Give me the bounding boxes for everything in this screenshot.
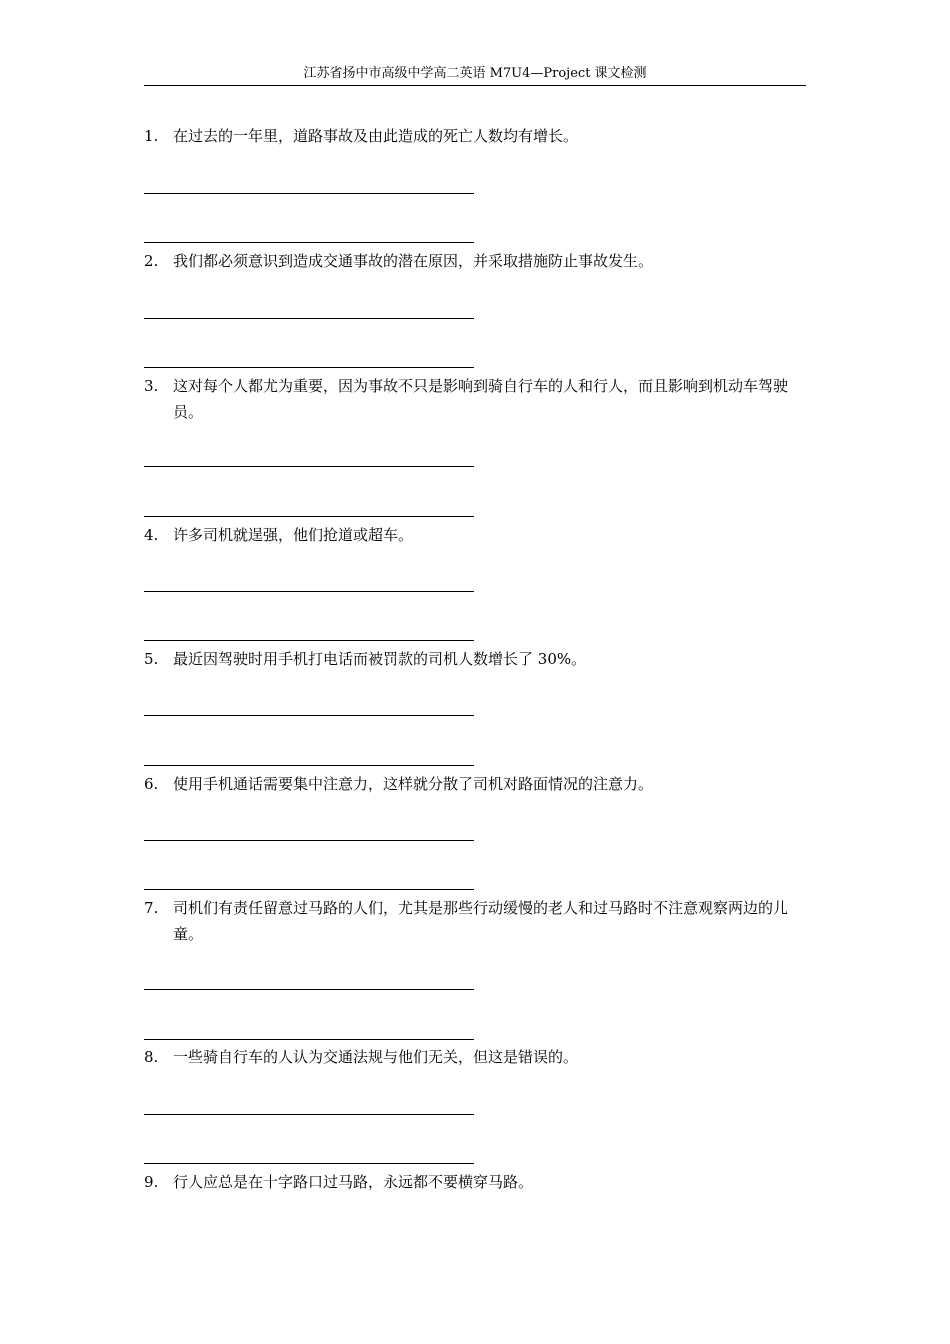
question-4 [144, 522, 806, 548]
question-number: 6. [144, 775, 159, 793]
question-number: 8. [144, 1048, 159, 1066]
answer-line[interactable] [144, 715, 474, 716]
question-text: 许多司机就逞强，他们抢道或超车。 [173, 526, 414, 544]
answer-line[interactable] [144, 318, 474, 319]
question-7 [144, 895, 806, 947]
answer-line[interactable] [144, 640, 474, 641]
question-2 [144, 248, 806, 274]
page-header: 江苏省扬中市高级中学高二英语 M7U4—Project 课文检测 [303, 66, 647, 81]
answer-line[interactable] [144, 367, 474, 368]
header-divider [144, 85, 806, 86]
question-text: 行人应总是在十字路口过马路，永远都不要横穿马路。 [173, 1173, 534, 1191]
answer-line[interactable] [144, 889, 474, 890]
question-5 [144, 646, 806, 672]
question-number: 3. [144, 377, 159, 395]
answer-line[interactable] [144, 765, 474, 766]
answer-line[interactable] [144, 840, 474, 841]
question-number: 4. [144, 526, 159, 544]
question-number: 1. [144, 127, 159, 145]
answer-line[interactable] [144, 989, 474, 990]
question-text: 这对每个人都尤为重要，因为事故不只是影响到骑自行车的人和行人，而且影响到机动车驾驶员。 [173, 377, 789, 421]
question-text: 司机们有责任留意过马路的人们，尤其是那些行动缓慢的老人和过马路时不注意观察两边的儿童。 [173, 899, 789, 943]
question-number: 2. [144, 252, 159, 270]
question-1 [144, 123, 806, 149]
answer-line[interactable] [144, 242, 474, 243]
question-text: 一些骑自行车的人认为交通法规与他们无关，但这是错误的。 [173, 1048, 579, 1066]
answer-line[interactable] [144, 1163, 474, 1164]
question-6 [144, 771, 806, 797]
question-text: 我们都必须意识到造成交通事故的潜在原因，并采取措施防止事故发生。 [173, 252, 654, 270]
question-number: 9. [144, 1173, 159, 1191]
answer-line[interactable] [144, 193, 474, 194]
answer-line[interactable] [144, 516, 474, 517]
question-9 [144, 1169, 806, 1195]
answer-line[interactable] [144, 1039, 474, 1040]
question-3 [144, 373, 806, 425]
answer-line[interactable] [144, 1114, 474, 1115]
question-text: 最近因驾驶时用手机打电话而被罚款的司机人数增长了 30%。 [173, 650, 587, 668]
question-text: 使用手机通话需要集中注意力，这样就分散了司机对路面情况的注意力。 [173, 775, 654, 793]
question-8 [144, 1044, 806, 1070]
question-number: 5. [144, 650, 159, 668]
question-text: 在过去的一年里，道路事故及由此造成的死亡人数均有增长。 [173, 127, 579, 145]
answer-line[interactable] [144, 466, 474, 467]
answer-line[interactable] [144, 591, 474, 592]
question-number: 7. [144, 899, 159, 917]
